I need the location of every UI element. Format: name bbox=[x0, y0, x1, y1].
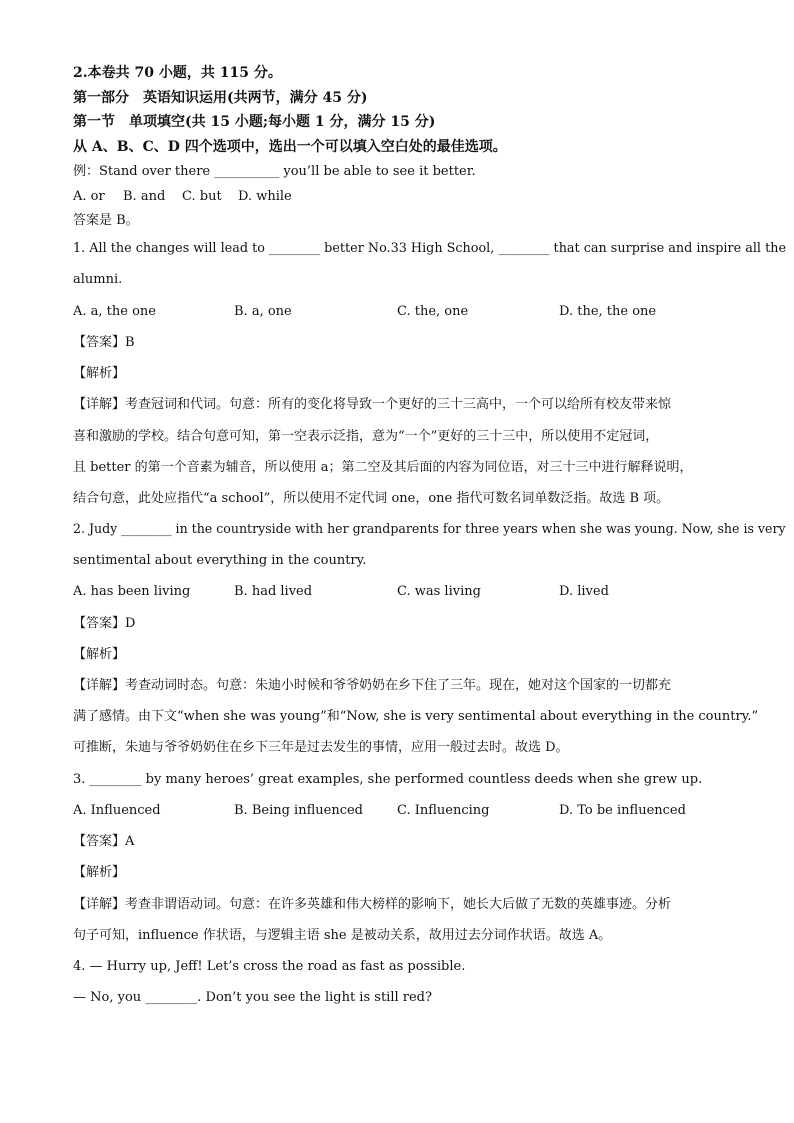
q2-option-b: B. had lived bbox=[234, 584, 313, 599]
example-option-a: A. or bbox=[73, 189, 105, 204]
q4-stem-line: — No, you ________. Don’t you see the light is still red? bbox=[73, 990, 432, 1005]
q3-analysis-label: 【解析】 bbox=[73, 865, 126, 880]
q3-option-b: B. Being influenced bbox=[234, 803, 363, 818]
q3-stem-line: 3. ________ by many heroes’ great examples, she performed countless deeds when she grew up. bbox=[73, 772, 703, 787]
q2-option-a: A. has been living bbox=[73, 584, 191, 599]
q1-option-d: D. the, the one bbox=[559, 304, 657, 319]
q2-stem-line: sentimental about everything in the country. bbox=[73, 553, 367, 568]
q1-detail-line: 且 better 的第一个音素为辅音，所以使用 a；第二空及其后面的内容为同位语，对三十三中进行解释说明， bbox=[73, 460, 693, 475]
q2-answer: 【答案】D bbox=[73, 616, 136, 631]
q1-analysis-label: 【解析】 bbox=[73, 366, 126, 381]
q1-option-c: C. the, one bbox=[397, 304, 469, 319]
q2-detail-line: 可推断，朱迪与爷爷奶奶住在乡下三年是过去发生的事情，应用一般过去时。故选 D。 bbox=[73, 740, 569, 755]
example-stem: 例：Stand over there __________ you’ll be able to see it better. bbox=[73, 164, 476, 179]
instructions: 从 A、B、C、D 四个选项中，选出一个可以填入空白处的最佳选项。 bbox=[73, 139, 507, 155]
q3-detail-line: 句子可知，influence 作状语，与逻辑主语 she 是被动关系，故用过去分词作状语。故选 A。 bbox=[73, 928, 612, 943]
q3-answer: 【答案】A bbox=[73, 834, 135, 849]
part-one-title: 第一部分 英语知识运用(共两节，满分 45 分) bbox=[73, 90, 368, 106]
q2-option-d: D. lived bbox=[559, 584, 609, 599]
section-one-title: 第一节 单项填空(共 15 小题;每小题 1 分，满分 15 分) bbox=[73, 114, 436, 130]
q3-detail-line: 【详解】考查非谓语动词。句意：在许多英雄和伟大榜样的影响下，她长大后做了无数的英雄事迹。分析 bbox=[73, 897, 672, 912]
q1-detail-line: 【详解】考查冠词和代词。句意：所有的变化将导致一个更好的三十三高中，一个可以给所有校友带来惊 bbox=[73, 397, 672, 412]
q3-option-a: A. Influenced bbox=[73, 803, 161, 818]
q1-option-a: A. a, the one bbox=[73, 304, 156, 319]
example-option-b: B. and bbox=[123, 189, 166, 204]
example-option-d: D. while bbox=[238, 189, 292, 204]
q2-stem-line: 2. Judy ________ in the countryside with her grandparents for three years when she was young. Now, she is very bbox=[73, 522, 786, 537]
q2-detail-line: 【详解】考查动词时态。句意：朱迪小时候和爷爷奶奶在乡下住了三年。现在，她对这个国家的一切都充 bbox=[73, 678, 672, 693]
q1-answer: 【答案】B bbox=[73, 335, 135, 350]
q2-detail-line: 满了感情。由下文“when she was young”和“Now, she is very sentimental about everything in the country.” bbox=[73, 709, 759, 724]
q1-stem-line: alumni. bbox=[73, 272, 123, 287]
q3-option-d: D. To be influenced bbox=[559, 803, 686, 818]
exam-note: 2.本卷共 70 小题，共 115 分。 bbox=[73, 65, 282, 81]
example-answer: 答案是 B。 bbox=[73, 213, 139, 228]
q1-detail-line: 喜和激励的学校。结合句意可知，第一空表示泛指，意为“一个”更好的三十三中，所以使用不定冠词， bbox=[73, 429, 659, 444]
q2-option-c: C. was living bbox=[397, 584, 481, 599]
q2-analysis-label: 【解析】 bbox=[73, 647, 126, 662]
q1-stem-line: 1. All the changes will lead to ________ better No.33 High School, ________ that can surprise and inspire all the bbox=[73, 241, 787, 256]
example-option-c: C. but bbox=[182, 189, 222, 204]
q3-option-c: C. Influencing bbox=[397, 803, 490, 818]
q1-detail-line: 结合句意，此处应指代“a school”，所以使用不定代词 one，one 指代可数名词单数泛指。故选 B 项。 bbox=[73, 491, 670, 506]
q4-stem-line: 4. — Hurry up, Jeff! Let’s cross the road as fast as possible. bbox=[73, 959, 466, 974]
q1-option-b: B. a, one bbox=[234, 304, 292, 319]
